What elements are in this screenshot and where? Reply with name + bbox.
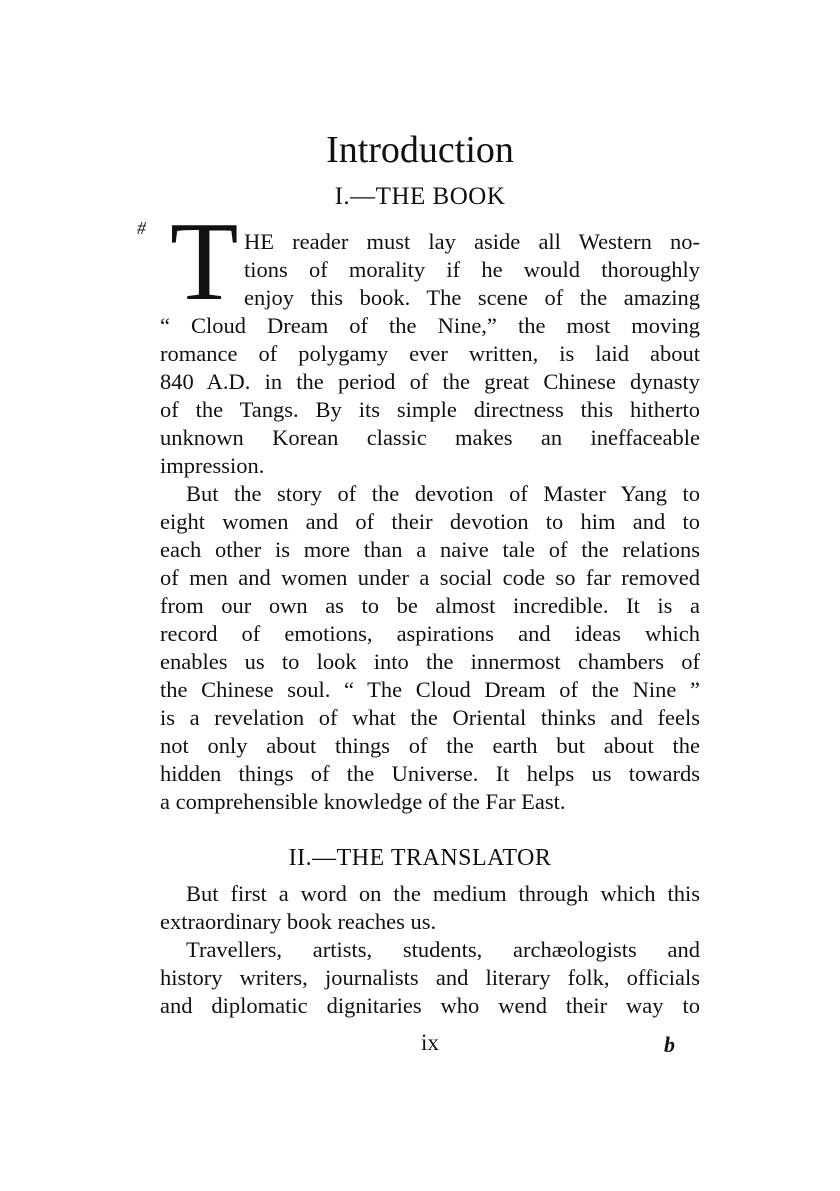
text-line: of men and women under a social code so far removed — [160, 565, 700, 590]
text-line: hidden things of the Universe. It helps us towards — [160, 761, 700, 786]
text-line: and diplomatic dignitaries who wend their way to — [160, 993, 700, 1018]
text-line: enjoy this book. The scene of the amazing — [244, 285, 700, 310]
text-line: extraordinary book reaches us. — [160, 909, 437, 934]
text-line: 840 A.D. in the period of the great Chinese dynasty — [160, 369, 700, 394]
text-line: a comprehensible knowledge of the Far East. — [160, 789, 566, 814]
translator-section-text — [160, 880, 700, 1020]
text-line: history writers, journalists and literary folk, officials — [160, 965, 700, 990]
margin-mark: # — [137, 218, 146, 238]
text-line: of the Tangs. By its simple directness this hitherto — [160, 397, 700, 422]
drop-cap: T — [170, 200, 239, 324]
text-line: impression. — [160, 453, 265, 478]
text-line: eight women and of their devotion to him and to — [160, 509, 700, 534]
text-line: not only about things of the earth but about the — [160, 733, 700, 758]
text-line: “ Cloud Dream of the Nine,” the most moving — [160, 313, 700, 338]
text-line: HE reader must lay aside all Western no- — [244, 229, 700, 254]
section-heading-book: I.—THE BOOK — [334, 183, 506, 210]
book-section-text — [160, 228, 700, 816]
signature-mark: b — [664, 1032, 675, 1057]
text-line: tions of morality if he would thoroughly — [244, 257, 700, 282]
text-line: is a revelation of what the Oriental thinks and feels — [160, 705, 700, 730]
page-number: ix — [421, 1030, 439, 1055]
text-line: Travellers, artists, students, archæologists and — [186, 937, 700, 962]
text-line: unknown Korean classic makes an ineffaceable — [160, 425, 700, 450]
text-line: the Chinese soul. “ The Cloud Dream of the Nine ” — [160, 677, 700, 702]
text-line: But first a word on the medium through which this — [186, 881, 700, 906]
section-heading-translator: II.—THE TRANSLATOR — [288, 845, 552, 871]
text-line: romance of polygamy ever written, is laid about — [160, 341, 700, 366]
text-line: record of emotions, aspirations and ideas which — [160, 621, 700, 646]
text-line: each other is more than a naive tale of the relations — [160, 537, 700, 562]
text-line: from our own as to be almost incredible. It is a — [160, 593, 700, 618]
page-title: Introduction — [326, 129, 514, 171]
text-line: But the story of the devotion of Master Yang to — [186, 481, 700, 506]
text-line: enables us to look into the innermost chambers of — [160, 649, 700, 674]
